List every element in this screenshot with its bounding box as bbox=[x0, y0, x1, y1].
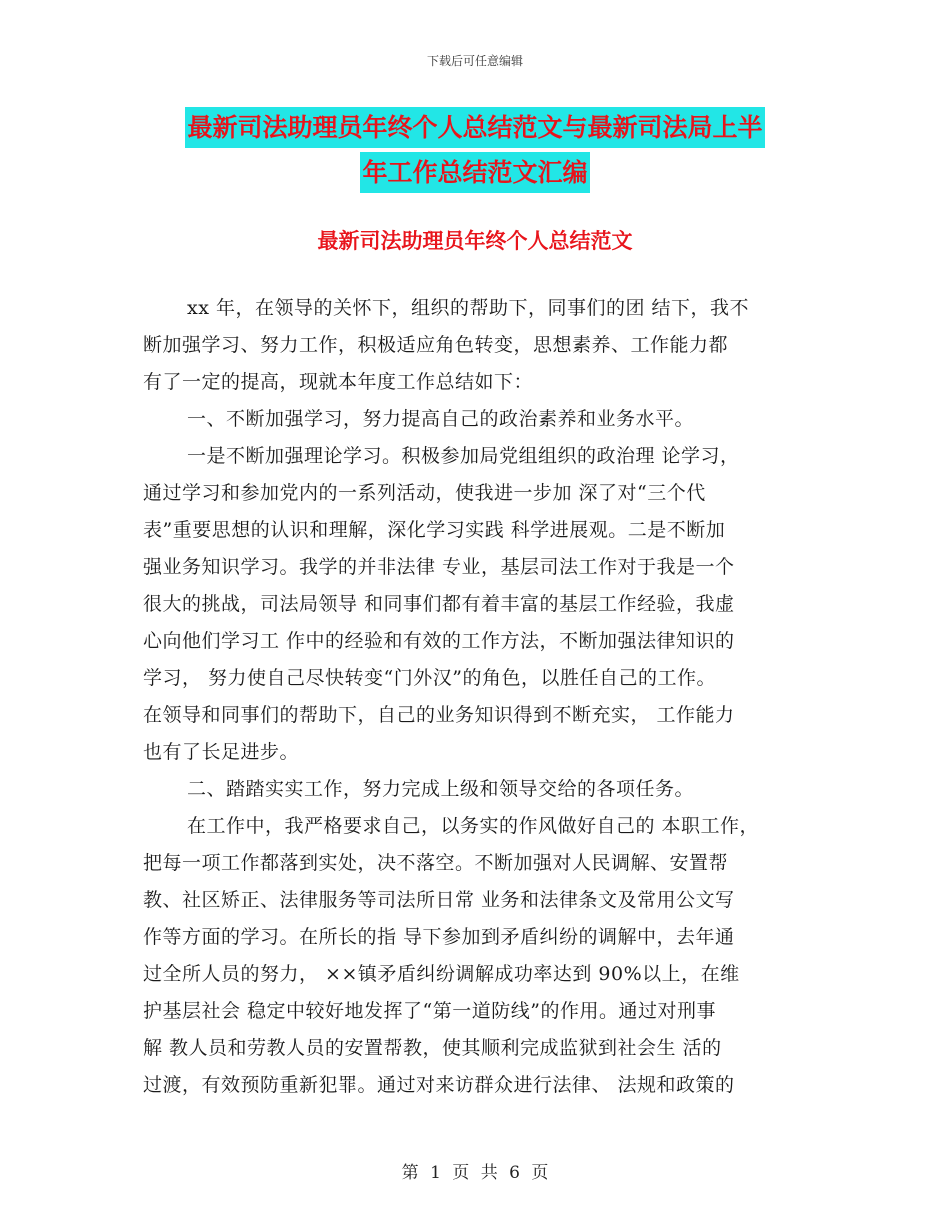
body-line: 心向他们学习工 作中的经验和有效的工作方法，不断加强法律知识的 bbox=[143, 630, 735, 652]
document-title-text-2: 年工作总结范文汇编 bbox=[360, 152, 589, 193]
body-line: 一、不断加强学习，努力提高自己的政治素养和业务水平。 bbox=[187, 408, 695, 430]
body-line: 作等方面的学习。在所长的指 导下参加到矛盾纠纷的调解中，去年通 bbox=[143, 926, 735, 948]
document-title-text-1: 最新司法助理员年终个人总结范文与最新司法局上半 bbox=[185, 107, 764, 148]
body-line: 也有了长足进步。 bbox=[143, 741, 300, 763]
body-line: xx 年，在领导的关怀下，组织的帮助下，同事们的团 结下，我不 bbox=[187, 297, 750, 319]
body-line: 通过学习和参加党内的一系列活动，使我进一步加 深了对“三个代 bbox=[143, 482, 706, 504]
document-title-line-1 bbox=[0, 115, 950, 140]
body-line: 有了一定的提高，现就本年度工作总结如下： bbox=[143, 371, 534, 393]
body-line: 过全所人员的努力， ××镇矛盾纠纷调解成功率达到 90%以上，在维 bbox=[143, 963, 740, 985]
body-line: 过渡，有效预防重新犯罪。通过对来访群众进行法律、 法规和政策的 bbox=[143, 1074, 735, 1096]
body-text bbox=[143, 290, 823, 1104]
body-line: 一是不断加强理论学习。积极参加局党组组织的政治理 论学习， bbox=[187, 445, 740, 467]
page-footer: 第 1 页 共 6 页 bbox=[401, 1163, 549, 1183]
page-header: 下载后可任意编辑 bbox=[426, 54, 523, 68]
body-line: 很大的挑战，司法局领导 和同事们都有着丰富的基层工作经验，我虚 bbox=[143, 593, 735, 615]
body-line: 学习， 努力使自己尽快转变“门外汉”的角色，以胜任自己的工作。 bbox=[143, 667, 716, 689]
section-title: 最新司法助理员年终个人总结范文 bbox=[317, 229, 633, 253]
body-line: 断加强学习、努力工作，积极适应角色转变，思想素养、工作能力都 bbox=[143, 334, 729, 356]
body-line: 护基层社会 稳定中较好地发挥了“第一道防线”的作用。通过对刑事 bbox=[143, 1000, 716, 1022]
document-title-line-2 bbox=[0, 160, 950, 185]
body-line: 在领导和同事们的帮助下，自己的业务知识得到不断充实， 工作能力 bbox=[143, 704, 735, 726]
body-line: 把每一项工作都落到实处，决不落空。不断加强对人民调解、安置帮 bbox=[143, 852, 729, 874]
body-line: 强业务知识学习。我学的并非法律 专业，基层司法工作对于我是一个 bbox=[143, 556, 735, 578]
body-line: 解 教人员和劳教人员的安置帮教，使其顺利完成监狱到社会生 活的 bbox=[143, 1037, 722, 1059]
body-line: 教、社区矫正、法律服务等司法所日常 业务和法律条文及常用公文写 bbox=[143, 889, 735, 911]
body-line: 二、踏踏实实工作，努力完成上级和领导交给的各项任务。 bbox=[187, 778, 695, 800]
body-line: 在工作中，我严格要求自己，以务实的作风做好自己的 本职工作， bbox=[187, 815, 760, 837]
body-line: 表”重要思想的认识和理解，深化学习实践 科学进展观。二是不断加 bbox=[143, 519, 726, 541]
